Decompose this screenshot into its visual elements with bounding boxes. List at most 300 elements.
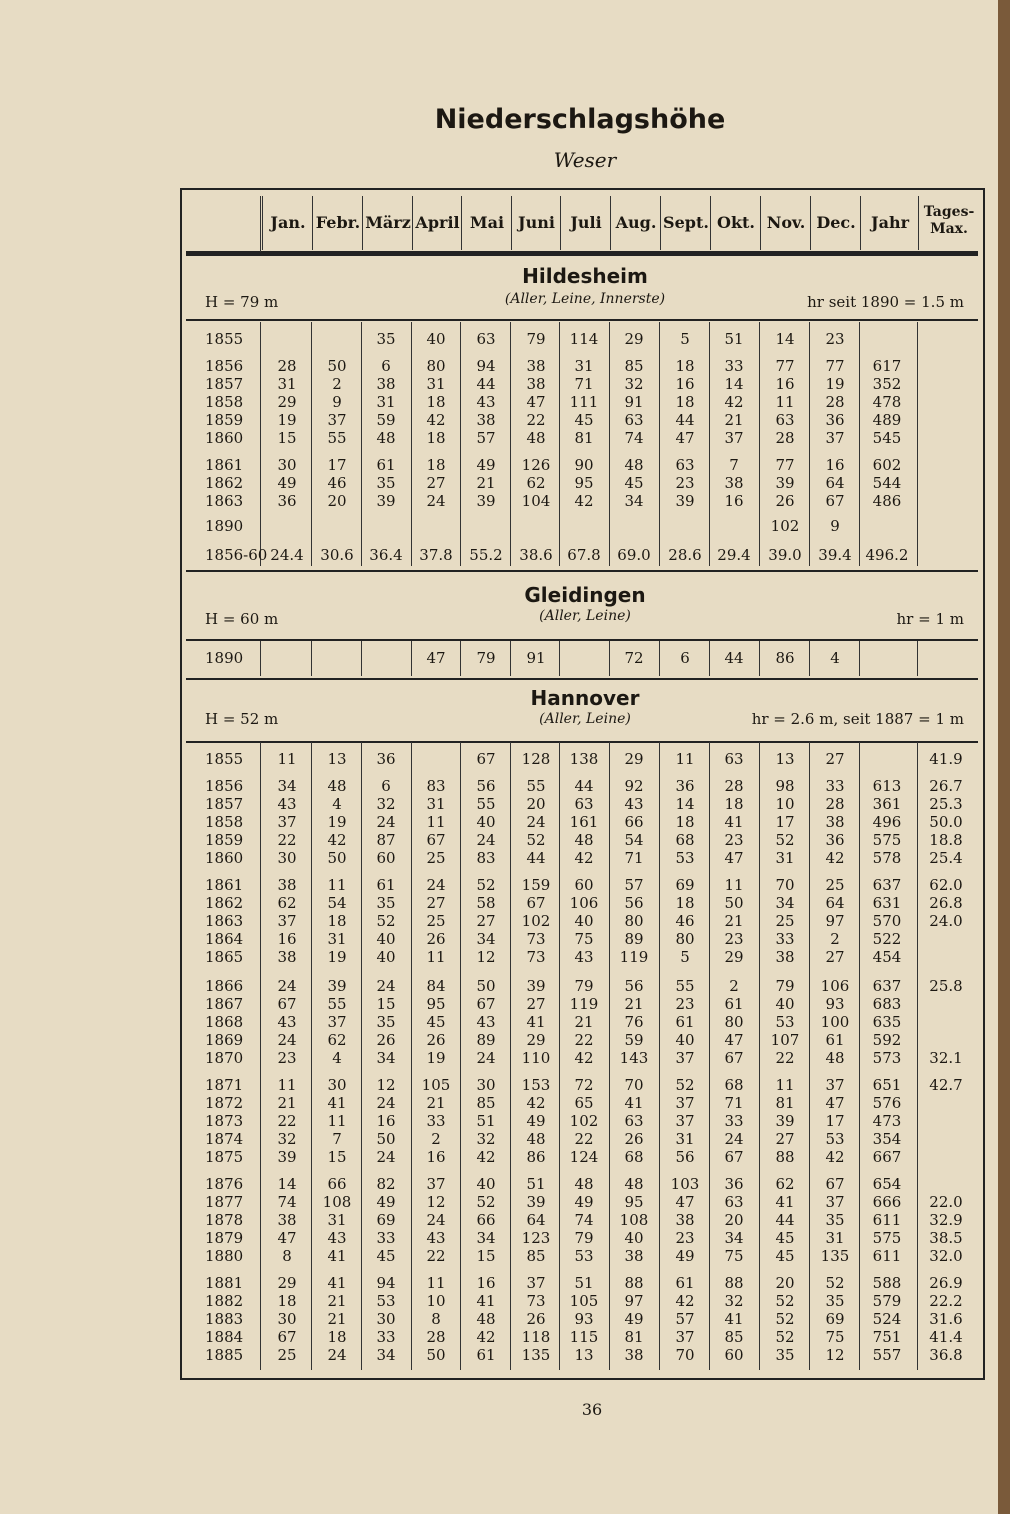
table-cell: 39.0 [768, 546, 802, 564]
table-cell: 50 [327, 849, 347, 867]
table-cell: 36 [277, 492, 297, 510]
table-cell: 56 [624, 977, 644, 995]
table-cell: 37 [675, 1112, 695, 1130]
table-cell: 32.9 [929, 1211, 963, 1229]
table-cell: 25.8 [929, 977, 963, 995]
row-year: 1855 [205, 750, 244, 768]
table-cell: 45 [574, 411, 594, 429]
table-cell: 47 [675, 429, 695, 447]
table-cell: 119 [569, 995, 599, 1013]
table-cell: 55.2 [469, 546, 503, 564]
table-cell: 93 [574, 1310, 594, 1328]
table-cell: 51 [476, 1112, 496, 1130]
table-cell: 30 [327, 1076, 347, 1094]
table-cell: 16 [825, 456, 845, 474]
table-cell: 25 [426, 849, 446, 867]
table-cell: 11 [775, 1076, 795, 1094]
table-cell: 95 [624, 1193, 644, 1211]
table-cell: 2 [729, 977, 739, 995]
table-cell: 36 [825, 831, 845, 849]
table-cell: 22.2 [929, 1292, 963, 1310]
table-cell: 45 [775, 1229, 795, 1247]
table-cell: 28 [825, 393, 845, 411]
table-cell: 55 [675, 977, 695, 995]
column-line [809, 641, 810, 676]
table-cell: 25 [277, 1346, 297, 1364]
table-cell: 40 [376, 930, 396, 948]
table-cell: 35 [825, 1211, 845, 1229]
table-cell: 30 [277, 1310, 297, 1328]
table-cell: 35 [825, 1292, 845, 1310]
table-cell: 35 [775, 1346, 795, 1364]
table-cell: 9 [332, 393, 342, 411]
table-cell: 575 [872, 831, 902, 849]
table-cell: 64 [526, 1211, 546, 1229]
table-cell: 67 [724, 1148, 744, 1166]
table-cell: 24 [277, 1031, 297, 1049]
table-cell: 27 [426, 474, 446, 492]
row-year: 1858 [205, 813, 244, 831]
table-cell: 12 [476, 948, 496, 966]
row-year: 1881 [205, 1274, 244, 1292]
section-rule [186, 319, 978, 321]
row-year: 1859 [205, 831, 244, 849]
table-cell: 10 [426, 1292, 446, 1310]
table-cell: 19 [327, 813, 347, 831]
table-cell: 43 [476, 1013, 496, 1031]
table-cell: 23 [675, 1229, 695, 1247]
table-cell: 15 [476, 1247, 496, 1265]
table-cell: 44 [775, 1211, 795, 1229]
table-cell: 32.0 [929, 1247, 963, 1265]
table-cell: 75 [724, 1247, 744, 1265]
table-cell: 68 [724, 1076, 744, 1094]
table-cell: 76 [624, 1013, 644, 1031]
table-cell: 33 [724, 1112, 744, 1130]
table-cell: 25.3 [929, 795, 963, 813]
table-cell: 11 [775, 393, 795, 411]
table-cell: 77 [775, 456, 795, 474]
column-line [759, 641, 760, 676]
table-cell: 524 [872, 1310, 902, 1328]
table-cell: 61 [376, 456, 396, 474]
table-cell: 37 [825, 1193, 845, 1211]
table-cell: 34 [277, 777, 297, 795]
table-cell: 2 [431, 1130, 441, 1148]
table-cell: 16 [376, 1112, 396, 1130]
table-cell: 666 [872, 1193, 902, 1211]
row-year: 1856 [205, 777, 244, 795]
column-header: März [362, 196, 413, 250]
table-cell: 49 [526, 1112, 546, 1130]
table-cell: 119 [619, 948, 649, 966]
table-cell: 68 [675, 831, 695, 849]
table-cell: 39 [476, 492, 496, 510]
table-cell: 16 [277, 930, 297, 948]
table-cell: 51 [526, 1175, 546, 1193]
table-cell: 81 [574, 429, 594, 447]
table-cell: 40 [476, 1175, 496, 1193]
column-header: Okt. [710, 196, 761, 250]
table-cell: 22.0 [929, 1193, 963, 1211]
table-cell: 60 [574, 876, 594, 894]
table-cell: 11 [426, 948, 446, 966]
table-cell: 63 [675, 456, 695, 474]
table-cell: 37 [724, 429, 744, 447]
table-cell: 11 [277, 1076, 297, 1094]
row-year: 1864 [205, 930, 244, 948]
table-cell: 27 [476, 912, 496, 930]
table-cell: 36 [825, 411, 845, 429]
table-cell: 55 [476, 795, 496, 813]
table-cell: 31 [327, 930, 347, 948]
table-cell: 128 [521, 750, 551, 768]
table-cell: 2 [830, 930, 840, 948]
table-cell: 45 [426, 1013, 446, 1031]
table-cell: 67 [476, 750, 496, 768]
table-cell: 55 [327, 995, 347, 1013]
column-line [460, 641, 461, 676]
column-header: Sept. [660, 196, 711, 250]
table-cell: 54 [327, 894, 347, 912]
row-year: 1869 [205, 1031, 244, 1049]
table-cell: 41.9 [929, 750, 963, 768]
table-cell: 91 [526, 649, 546, 667]
table-cell: 37 [526, 1274, 546, 1292]
table-cell: 17 [825, 1112, 845, 1130]
table-cell: 106 [569, 894, 599, 912]
table-cell: 124 [569, 1148, 599, 1166]
table-cell: 37 [277, 912, 297, 930]
table-cell: 5 [680, 948, 690, 966]
section-rule [186, 570, 978, 572]
table-cell: 14 [724, 375, 744, 393]
table-cell: 143 [619, 1049, 649, 1067]
table-cell: 32 [277, 1130, 297, 1148]
table-cell: 13 [327, 750, 347, 768]
table-cell: 25 [775, 912, 795, 930]
table-cell: 7 [332, 1130, 342, 1148]
table-cell: 65 [574, 1094, 594, 1112]
table-cell: 28.6 [668, 546, 702, 564]
table-cell: 63 [574, 795, 594, 813]
table-cell: 24.4 [270, 546, 304, 564]
station-name: Hannover [530, 686, 640, 710]
table-cell: 588 [872, 1274, 902, 1292]
table-cell: 56 [675, 1148, 695, 1166]
table-cell: 44 [526, 849, 546, 867]
table-cell: 22 [277, 1112, 297, 1130]
table-cell: 570 [872, 912, 902, 930]
table-cell: 25.4 [929, 849, 963, 867]
table-cell: 79 [574, 1229, 594, 1247]
table-cell: 18 [675, 393, 695, 411]
table-cell: 67 [426, 831, 446, 849]
table-cell: 75 [574, 930, 594, 948]
table-cell: 74 [277, 1193, 297, 1211]
table-cell: 20 [775, 1274, 795, 1292]
table-cell: 53 [825, 1130, 845, 1148]
table-cell: 34 [724, 1229, 744, 1247]
table-cell: 52 [675, 1076, 695, 1094]
table-cell: 34 [376, 1346, 396, 1364]
table-cell: 105 [421, 1076, 451, 1094]
table-cell: 29 [277, 393, 297, 411]
column-line [859, 742, 860, 1370]
table-cell: 36.4 [369, 546, 403, 564]
table-cell: 751 [872, 1328, 902, 1346]
table-cell: 43 [327, 1229, 347, 1247]
table-cell: 52 [476, 1193, 496, 1211]
table-cell: 90 [574, 456, 594, 474]
table-cell: 43 [277, 795, 297, 813]
table-cell: 39 [675, 492, 695, 510]
table-cell: 21 [724, 411, 744, 429]
table-cell: 27 [526, 995, 546, 1013]
table-cell: 58 [476, 894, 496, 912]
table-cell: 33 [376, 1328, 396, 1346]
table-cell: 42 [825, 849, 845, 867]
table-cell: 28 [724, 777, 744, 795]
table-cell: 53 [574, 1247, 594, 1265]
table-cell: 11 [277, 750, 297, 768]
table-cell: 34 [624, 492, 644, 510]
table-cell: 37 [327, 1013, 347, 1031]
table-cell: 38 [277, 948, 297, 966]
table-cell: 34 [775, 894, 795, 912]
table-cell: 103 [670, 1175, 700, 1193]
table-cell: 75 [825, 1328, 845, 1346]
table-cell: 37 [675, 1049, 695, 1067]
page-title: Niederschlagshöhe [434, 104, 726, 135]
table-cell: 102 [521, 912, 551, 930]
table-cell: 43 [574, 948, 594, 966]
table-cell: 651 [872, 1076, 902, 1094]
column-line [460, 742, 461, 1370]
row-year: 1856-60 [205, 546, 268, 564]
table-cell: 39.4 [818, 546, 852, 564]
table-cell: 15 [376, 995, 396, 1013]
column-header: April [412, 196, 462, 250]
table-cell: 73 [526, 948, 546, 966]
row-year: 1870 [205, 1049, 244, 1067]
table-cell: 62 [775, 1175, 795, 1193]
table-cell: 102 [770, 517, 800, 535]
table-cell: 27 [825, 948, 845, 966]
table-cell: 81 [775, 1094, 795, 1112]
row-year: 1855 [205, 330, 244, 348]
table-cell: 153 [521, 1076, 551, 1094]
row-year: 1863 [205, 492, 244, 510]
table-cell: 26 [526, 1310, 546, 1328]
table-cell: 32 [476, 1130, 496, 1148]
table-cell: 18 [724, 795, 744, 813]
table-cell: 40 [426, 330, 446, 348]
table-cell: 123 [521, 1229, 551, 1247]
table-cell: 52 [775, 1310, 795, 1328]
table-cell: 21 [624, 995, 644, 1013]
table-cell: 33 [775, 930, 795, 948]
table-cell: 55 [526, 777, 546, 795]
table-cell: 42 [574, 492, 594, 510]
column-line [460, 322, 461, 566]
table-cell: 18 [327, 912, 347, 930]
table-cell: 67 [825, 1175, 845, 1193]
table-cell: 23 [675, 474, 695, 492]
table-cell: 25 [825, 876, 845, 894]
table-cell: 22 [574, 1130, 594, 1148]
table-cell: 613 [872, 777, 902, 795]
table-cell: 48 [476, 1310, 496, 1328]
table-cell: 39 [327, 977, 347, 995]
table-cell: 557 [872, 1346, 902, 1364]
row-year: 1860 [205, 849, 244, 867]
table-cell: 36.8 [929, 1346, 963, 1364]
table-cell: 667 [872, 1148, 902, 1166]
table-cell: 60 [724, 1346, 744, 1364]
table-cell: 73 [526, 930, 546, 948]
table-cell: 29 [277, 1274, 297, 1292]
table-cell: 45 [376, 1247, 396, 1265]
table-cell: 71 [724, 1094, 744, 1112]
table-cell: 115 [569, 1328, 599, 1346]
table-cell: 27 [825, 750, 845, 768]
table-cell: 31 [825, 1229, 845, 1247]
table-cell: 40 [675, 1031, 695, 1049]
table-cell: 72 [574, 1076, 594, 1094]
table-cell: 62.0 [929, 876, 963, 894]
row-year: 1865 [205, 948, 244, 966]
table-cell: 105 [569, 1292, 599, 1310]
table-cell: 30.6 [320, 546, 354, 564]
row-year: 1858 [205, 393, 244, 411]
table-cell: 57 [624, 876, 644, 894]
table-cell: 27 [426, 894, 446, 912]
table-cell: 85 [724, 1328, 744, 1346]
table-cell: 42 [426, 411, 446, 429]
column-line [659, 641, 660, 676]
table-cell: 32 [724, 1292, 744, 1310]
station-height: H = 52 m [205, 710, 279, 728]
table-cell: 41.4 [929, 1328, 963, 1346]
table-cell: 69 [675, 876, 695, 894]
column-line [859, 322, 860, 566]
table-cell: 18 [426, 393, 446, 411]
table-cell: 47 [724, 849, 744, 867]
table-cell: 66 [624, 813, 644, 831]
table-cell: 635 [872, 1013, 902, 1031]
table-cell: 32.1 [929, 1049, 963, 1067]
table-cell: 16 [775, 375, 795, 393]
table-cell: 18 [426, 456, 446, 474]
table-cell: 24 [426, 492, 446, 510]
table-cell: 15 [327, 1148, 347, 1166]
table-cell: 18 [426, 429, 446, 447]
table-cell: 23 [675, 995, 695, 1013]
table-cell: 631 [872, 894, 902, 912]
table-cell: 4 [830, 649, 840, 667]
column-line [809, 742, 810, 1370]
table-cell: 24 [426, 876, 446, 894]
table-cell: 73 [526, 1292, 546, 1310]
table-cell: 48 [825, 1049, 845, 1067]
table-cell: 61 [724, 995, 744, 1013]
table-cell: 11 [426, 813, 446, 831]
table-cell: 92 [624, 777, 644, 795]
table-cell: 63 [624, 411, 644, 429]
table-cell: 26 [624, 1130, 644, 1148]
table-cell: 47 [426, 649, 446, 667]
column-line [311, 641, 312, 676]
row-year: 1890 [205, 517, 244, 535]
table-cell: 17 [327, 456, 347, 474]
table-cell: 15 [277, 429, 297, 447]
row-year: 1882 [205, 1292, 244, 1310]
table-cell: 43 [624, 795, 644, 813]
table-cell: 41 [724, 1310, 744, 1328]
page-number: 36 [581, 1400, 603, 1419]
table-cell: 62 [277, 894, 297, 912]
table-cell: 473 [872, 1112, 902, 1130]
table-cell: 52 [376, 912, 396, 930]
table-cell: 24 [376, 1094, 396, 1112]
column-line [917, 322, 918, 566]
table-cell: 16 [476, 1274, 496, 1292]
table-cell: 40 [574, 912, 594, 930]
table-cell: 29 [624, 750, 644, 768]
table-cell: 114 [569, 330, 599, 348]
table-cell: 24 [476, 831, 496, 849]
table-cell: 53 [675, 849, 695, 867]
table-cell: 21 [277, 1094, 297, 1112]
table-cell: 28 [775, 429, 795, 447]
table-cell: 49 [277, 474, 297, 492]
column-line [510, 322, 511, 566]
table-cell: 31 [675, 1130, 695, 1148]
column-line [311, 322, 312, 566]
table-cell: 23 [724, 831, 744, 849]
table-cell: 61 [476, 1346, 496, 1364]
table-cell: 94 [376, 1274, 396, 1292]
table-cell: 575 [872, 1229, 902, 1247]
row-year: 1883 [205, 1310, 244, 1328]
table-cell: 159 [521, 876, 551, 894]
table-cell: 26.9 [929, 1274, 963, 1292]
table-cell: 26.7 [929, 777, 963, 795]
column-line [917, 742, 918, 1370]
table-cell: 41 [327, 1094, 347, 1112]
table-cell: 59 [624, 1031, 644, 1049]
table-cell: 21 [327, 1292, 347, 1310]
table-cell: 19 [426, 1049, 446, 1067]
table-cell: 22 [775, 1049, 795, 1067]
table-cell: 19 [825, 375, 845, 393]
table-cell: 7 [729, 456, 739, 474]
table-cell: 79 [574, 977, 594, 995]
table-cell: 52 [825, 1274, 845, 1292]
station-name: Hildesheim [522, 264, 648, 288]
table-cell: 28 [277, 357, 297, 375]
table-cell: 28 [825, 795, 845, 813]
table-cell: 489 [872, 411, 902, 429]
table-cell: 69 [376, 1211, 396, 1229]
table-cell: 31 [775, 849, 795, 867]
column-header: Jan. [262, 196, 313, 250]
table-cell: 21 [426, 1094, 446, 1112]
table-cell: 42 [574, 1049, 594, 1067]
table-cell: 37 [675, 1094, 695, 1112]
table-cell: 42 [526, 1094, 546, 1112]
